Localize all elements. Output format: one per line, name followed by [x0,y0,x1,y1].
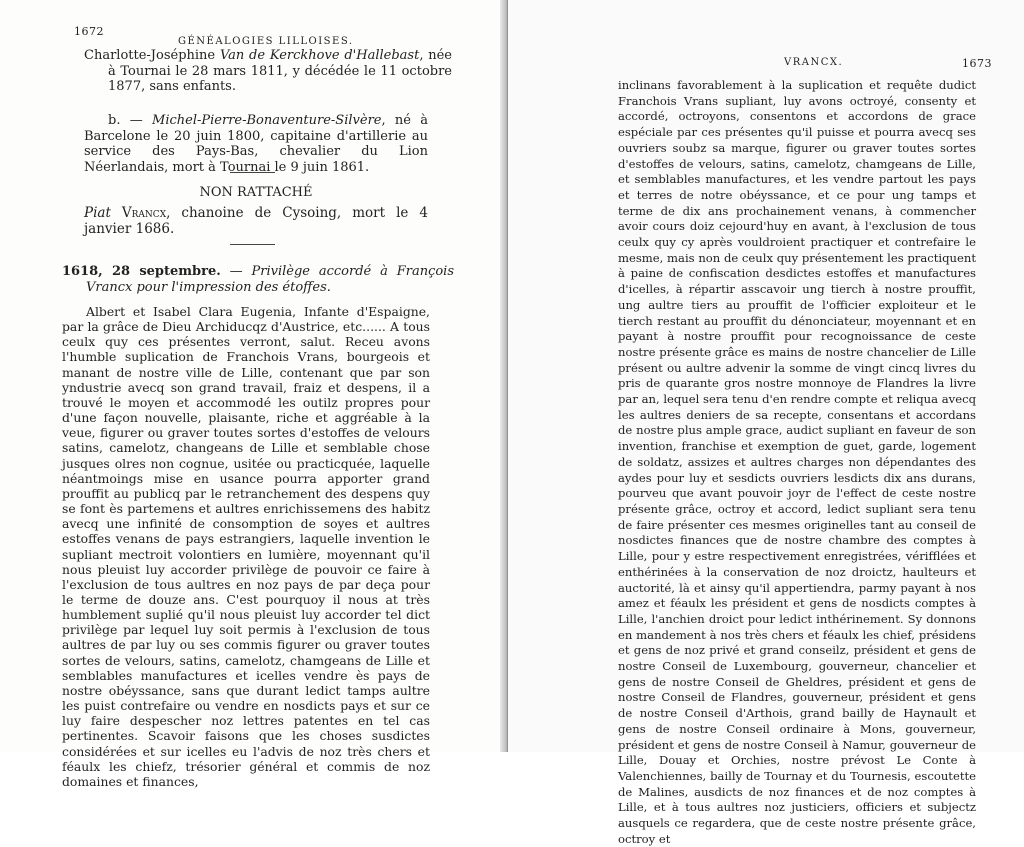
piat-surname: Vrancx [121,205,167,221]
entry-a [84,48,452,95]
privilege-heading [62,264,454,295]
entry-a-text: , née à Tournai le 28 mars 1811, y décédée le 11 octobre 1877, sans enfants. [108,48,453,95]
entry-b-name: Michel-Pierre-Bonaventure-Silvère [152,113,382,128]
piat-first-name: Piat [84,205,122,221]
left-page-number: 1672 [74,25,104,38]
entry-a-name-prefix: Charlotte-Joséphine [84,48,220,63]
divider-rule [230,172,275,173]
right-body-text: inclinans favorablement à la suplication et requête dudict Franchois Vrans supliant, luy avons octroyé, consenty et accordé, octroyons, consentons et accordons de grace espéciale par ces présentes qu'il puisse et pourra avecq ses ouvriers soubz sa marque, figurer ou graver toutes sortes d'estoffes de velours, satins, camelotz, chamgeans de Lille, et semblables manufactures, et les vendre partout les pays et terres de notre obéyssance, et ce pour ung tamps et terme de dix ans prochainement venans, à commencher avoir cours doiz cejourd'huy en avant, à l'exclusion de tous ceulx quy cy après vouldroient practiquer et contrefaire le mesme, mais non de ceulx quy présentement les practiquent à paine de confiscation desdictes estoffes et manufactures d'icelles, à répartir asscavoir ung tierch à nostre prouffit, ung aultre tiers au prouffit de l'officier exploiteur et le tierch restant au prouffit du dénonciateur, moyennant et en payant à nostre prouffit pour recognoissance de ceste nostre présente grâce es mains de nostre chancelier de Lille présent ou aultre advenir la somme de vingt cincq livres du pris de quarante gros nostre monnoye de Flandres la livre par an, lequel sera tenu d'en rendre compte et reliqua avecq les aultres deniers de sa recepte, consentans et accordans de nostre plus ample grace, audict supliant en faveur de son invention, franchise et exemption de guet, garde, logement de soldatz, assizes et aultres charges non dépendantes des aydes pour luy et sesdicts ouvriers lesdicts dix ans durans, pourveu que avant pouvoir joyr de l'effect de ceste nostre présente grâce, octroy et accord, ledict supliant sera tenu de faire présenter ces mesmes originelles tant au conseil de nosdictes finances que de nostre chambre des comptes à Lille, pour y estre respectivement enregistrées, vérifflées et enthérinées à la conservation de noz droictz, haulteurs et auctorité, là et ainsy qu'il appertiendra, parmy payant à nos amez et féaulx les président et gens de nosdicts comptes à Lille, l'anchien droict pour ledict inthérinement. Sy donnons en mandement à nos très chers et féaulx les chief, présidens et gens de noz privé et grand conseilz, président et gens de nostre Conseil de Luxembourg, gouverneur, chancelier et gens de nostre Conseil de Gheldres, président et gens de nostre Conseil de Flandres, gouverneur, président et gens de nostre Conseil d'Arthois, grand bailly de Haynault et gens de nostre Conseil ordinaire à Mons, gouverneur, président et gens de nostre Conseil à Namur, gouverneur de Lille, Douay et Orchies, nostre prévost Le Conte à Valenchiennes, bailly de Tournay et du Tournesis, escoutette de Malines, ausdicts de noz finances et de noz comptes à Lille, et à tous aultres noz justiciers, officiers et subjectz ausquels ce regardera, que de ceste nostre présente grâce, octroy et [618,78,976,846]
right-running-head: VRANCX. [784,57,844,68]
piat-entry [84,206,428,237]
right-page [508,0,1024,846]
entry-b-text: , né à Barcelone le 20 juin 1800, capitaine d'artillerie au service des Pays-Bas, chevalier du Lion Néerlandais, mort à Tournai le 9 juin 1861. [84,113,428,175]
left-body-text: Albert et Isabel Clara Eugenia, Infante d'Espaigne, par la grâce de Dieu Archiducqz d'Austrice, etc...... A tous ceulx quy ces présentes verront, salut. Receu avons l'humble suplication de Franchois Vrans, bourgeois et manant de nostre ville de Lille, contenant que par son yndustrie avecq son grand travail, fraiz et despens, il a trouvé le moyen et accommodé les outilz propres pour d'une façon nouvelle, plaisante, riche et aggréable à la veue, figurer ou graver toutes sortes d'estoffes de velours satins, camelotz, changeans de Lille et semblable chose jusques olres non cognue, usitée ou practicquée, laquelle néantmoings mise en usance pourra apporter grand prouffit au publicq par le retranchement des despens quy se font ès partemens et aultres enrichissemens des habitz avecq une infinité de consomption de soyes et aultres estoffes venans de pays estrangiers, laquelle invention le supliant mectroit volontiers en lumière, moyennant qu'il nous pleuist luy accorder privilège de pouvoir ce faire à l'exclusion de tous aultres en noz pays de par deça pour le terme de douze ans. C'est pourquoy il nous at très humblement suplié qu'il nous pleuist luy accorder tel dict privilège par lequel luy soit permis à l'exclusion de tous aultres de par luy ou ses commis figurer ou graver toutes sortes de velours, satins, camelotz, chamgeans de Lille et semblables manufactures et icelles vendre ès pays de nostre obéyssance, sans que durant ledict tamps aultre les puist contrefaire ou vendre en nosdicts pays et sur ce luy faire despescher noz lettres patentes en tel cas pertinentes. Scavoir faisons que les choses susdictes considérées et sur icelles eu l'advis de noz très chers et féaulx les chiefz, trésorier général et commis de noz domaines et finances, [62,304,430,789]
privilege-title: — Privilège accordé à François Vrancx pour l'impression des étoffes. [86,264,454,295]
divider-rule [230,244,275,245]
left-page [0,0,505,789]
entry-b-label: b. — [108,113,153,128]
privilege-date: 1618, 28 septembre. [62,264,221,279]
entry-b [84,113,428,175]
piat-text: , chanoine de Cysoing, mort le 4 janvier 1686. [84,205,428,237]
section-title: NON RATTACHÉ [199,185,313,200]
right-page-number: 1673 [962,57,992,70]
left-running-head: GÉNÉALOGIES LILLOISES. [178,36,354,47]
entry-a-name: Van de Kerckhove d'Hallebast [219,48,420,63]
